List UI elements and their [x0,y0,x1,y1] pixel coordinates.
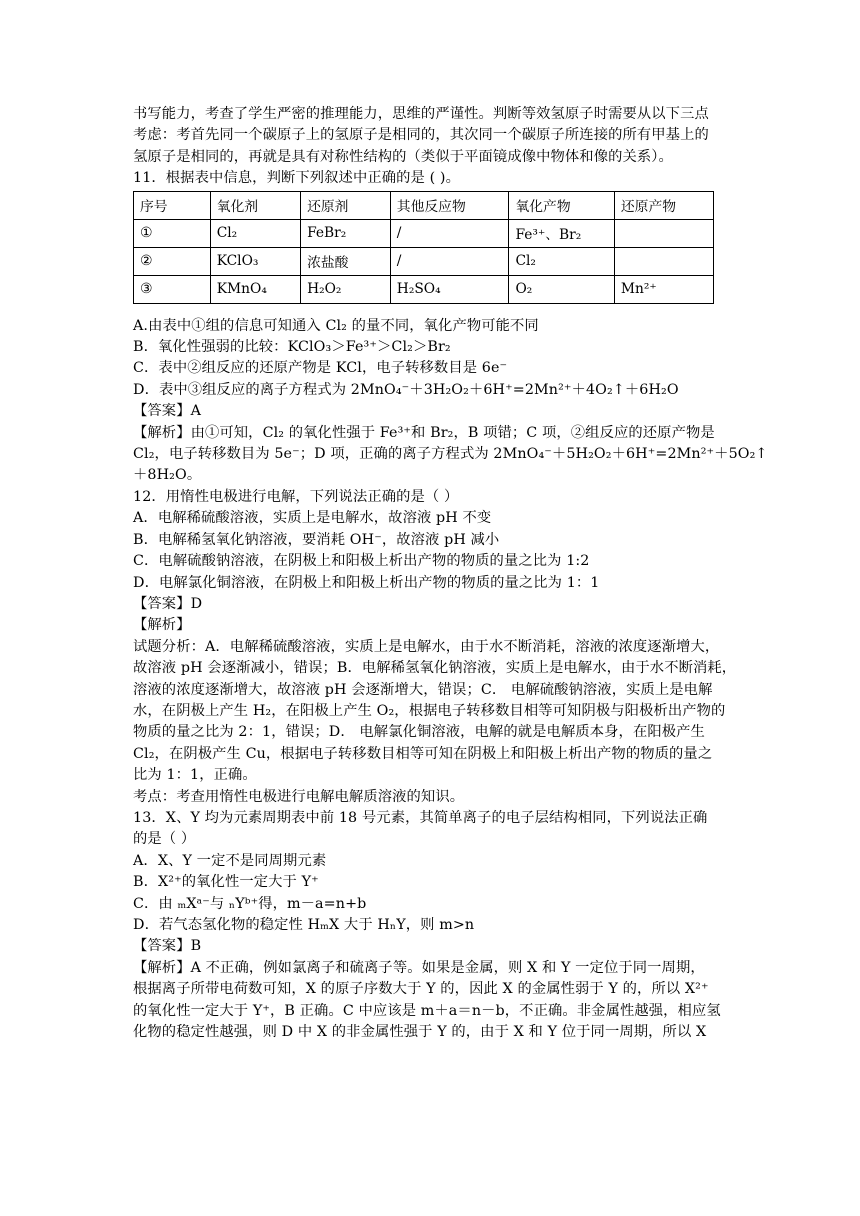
table-row [134,275,714,303]
table-header: 氧化产物 [509,191,614,219]
q11-option-b: B．氧化性强弱的比较：KClO₃＞Fe³⁺＞Cl₂＞Br₂ [133,339,451,356]
q13-answer: 【答案】B [133,938,202,955]
q11-analysis-line-1: 【解析】由①可知，Cl₂ 的氧化性强于 Fe³⁺和 Br₂，B 项错；C 项，②组反应的还原产物是 [133,424,715,441]
q12-analysis-line-5: 物质的量之比为 2：1，错误；D． 电解氯化铜溶液，电解的就是电解质本身，在阳极产生 [133,724,705,741]
q12-analysis-line-1: 试题分析：A．电解稀硫酸溶液，实质上是电解水，由于水不断消耗，溶液的浓度逐渐增大， [133,638,720,655]
table-cell: KClO₃ [210,247,300,275]
table-cell: ③ [134,275,211,303]
table-cell [614,247,713,275]
q12-knowledge-point: 考点：考查用惰性电极进行电解电解质溶液的知识。 [133,788,465,805]
q13-option-a: A．X、Y 一定不是同周期元素 [133,852,327,869]
q13-option-c: C．由 ₘXᵃ⁻与 ₙYᵇ⁺得，m－a=n+b [133,895,367,912]
q13-analysis-line-1: 【解析】A 不正确，例如氯离子和硫离子等。如果是金属，则 X 和 Y 一定位于同一周期， [133,959,705,976]
q13-analysis-line-2: 根据离子所带电荷数可知，X 的原子序数大于 Y 的，因此 X 的金属性弱于 Y 的，所以 X²⁺ [133,981,709,998]
table-cell: Fe³⁺、Br₂ [509,219,614,247]
q11-option-d: D．表中③组反应的离子方程式为 2MnO₄⁻＋3H₂O₂＋6H⁺=2Mn²⁺＋4O₂↑＋6H₂O [133,381,679,398]
q12-option-b: B．电解稀氢氧化钠溶液，要消耗 OH⁻，故溶液 pH 减小 [133,531,500,548]
table-cell: KMnO₄ [210,275,300,303]
table-header: 序号 [134,191,211,219]
table-cell: ① [134,219,211,247]
q12-analysis-line-2: 故溶液 pH 会逐渐减小，错误；B．电解稀氢氧化钠溶液，实质上是电解水，由于水不断消耗， [133,660,737,677]
q13-analysis-line-3: 的氧化性一定大于 Y⁺，B 正确。C 中应该是 m＋a＝n－b，不正确。非金属性越强，相应氢 [133,1002,721,1019]
q12-option-a: A．电解稀硫酸溶液，实质上是电解水，故溶液 pH 不变 [133,510,492,527]
table-header: 还原剂 [301,191,391,219]
q11-option-a: A.由表中①组的信息可知通入 Cl₂ 的量不同，氧化产物可能不同 [133,317,539,334]
q11-answer: 【答案】A [133,403,202,420]
table-cell: FeBr₂ [301,219,391,247]
table-cell: Mn²⁺ [614,275,713,303]
q13-option-d: D．若气态氢化物的稳定性 HₘX 大于 HₙY，则 m>n [133,917,475,933]
table-cell: ② [134,247,211,275]
q12-answer: 【答案】D [133,595,203,612]
intro-line-3: 氢原子是相同的，再就是具有对称性结构的（类似于平面镜成像中物体和像的关系）。 [133,148,673,165]
q12-option-d: D．电解氯化铜溶液，在阴极上和阳极上析出产物的物质的量之比为 1：1 [133,574,600,591]
q12-stem: 12．用惰性电极进行电解，下列说法正确的是（ ） [133,488,459,505]
table-cell: H₂O₂ [301,275,391,303]
q13-analysis-line-4: 化物的稳定性越强，则 D 中 X 的非金属性强于 Y 的，由于 X 和 Y 位于同一周期，所以 X [133,1024,707,1041]
q12-option-c: C．电解硫酸钠溶液，在阴极上和阳极上析出产物的物质的量之比为 1:2 [133,553,590,570]
q11-analysis-line-2: Cl₂，电子转移数目为 5e⁻；D 项，正确的离子方程式为 2MnO₄⁻＋5H₂O₂＋6H⁺=2Mn²⁺＋5O₂↑ [133,446,768,463]
q12-analysis-line-7: 比为 1：1，正确。 [133,767,257,784]
table-cell: / [390,247,509,275]
q12-analysis-title: 【解析】 [133,617,191,634]
table-cell: 浓盐酸 [301,247,391,275]
table-header-row [134,191,714,219]
q13-stem-line-1: 13．X、Y 均为元素周期表中前 18 号元素，其简单离子的电子层结构相同，下列说法正确 [133,809,708,826]
intro-line-1: 书写能力，考查了学生严密的推理能力，思维的严谨性。判断等效氢原子时需要从以下三点 [133,106,709,122]
q12-analysis-line-3: 溶液的浓度逐渐增大，故溶液 pH 会逐渐增大，错误；C． 电解硫酸钠溶液，实质上是电解 [133,681,713,698]
table-row [134,247,714,275]
table-cell: H₂SO₄ [390,275,509,303]
table-cell: / [390,219,509,247]
intro-line-2: 考虑：考首先同一个碳原子上的氢原子是相同的，其次同一个碳原子所连接的所有甲基上的 [133,127,709,144]
q12-analysis-line-4: 水，在阴极上产生 H₂，在阳极上产生 O₂，根据电子转移数目相等可知阴极与阳极析出产物的 [133,702,726,719]
table-cell: O₂ [509,275,614,303]
table-cell: Cl₂ [210,219,300,247]
q11-stem: 11．根据表中信息，判断下列叙述中正确的是 ( )。 [133,170,460,187]
q12-analysis-line-6: Cl₂，在阴极产生 Cu，根据电子转移数目相等可知在阴极上和阳极上析出产物的物质的量之 [133,745,713,762]
table-row [134,219,714,247]
document-page [133,104,768,1043]
q11-table [133,191,714,304]
q13-stem-line-2: 的是（ ） [133,831,196,848]
table-header: 还原产物 [614,191,713,219]
table-header: 其他反应物 [390,191,509,219]
table-header: 氧化剂 [210,191,300,219]
table-cell: Cl₂ [509,247,614,275]
table-cell [614,219,713,247]
q11-option-c: C．表中②组反应的还原产物是 KCl，电子转移数目是 6e⁻ [133,360,508,377]
q13-option-b: B．X²⁺的氧化性一定大于 Y⁺ [133,874,319,891]
q11-analysis-line-3: ＋8H₂O。 [133,467,202,484]
